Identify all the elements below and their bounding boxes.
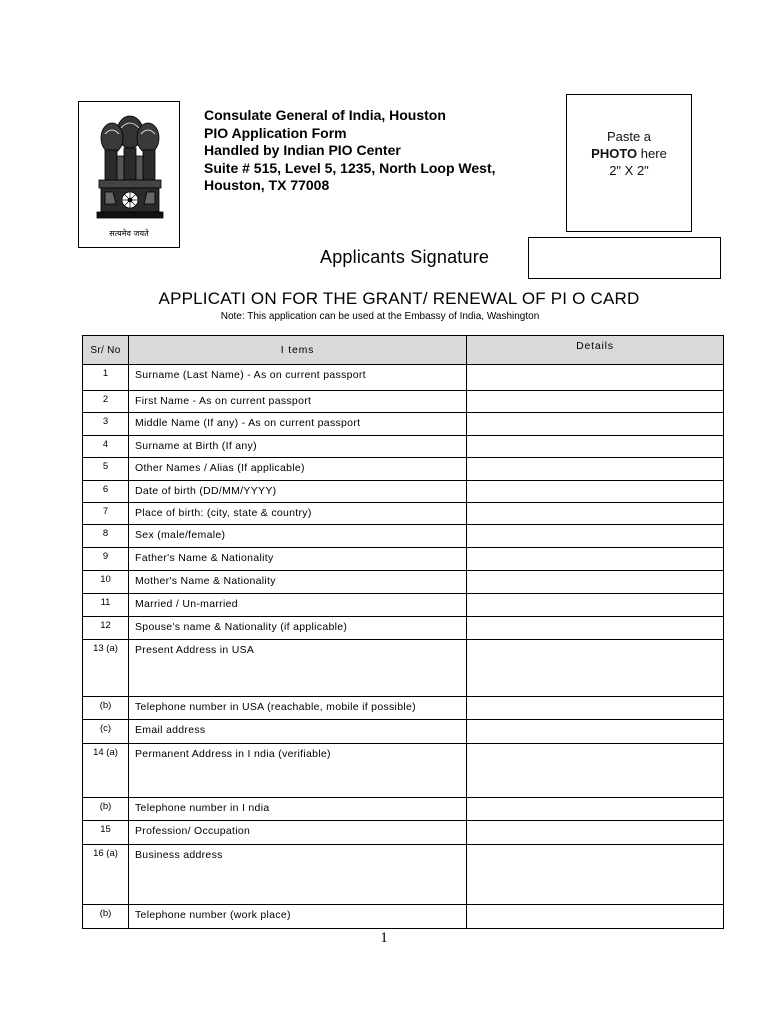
row-details-field[interactable] [467, 798, 724, 821]
table-row [83, 697, 724, 720]
page-number: 1 [380, 930, 388, 946]
signature-label: Applicants Signature [320, 247, 490, 267]
form-note: Note: This application can be used at the Embassy of India, Washington [220, 311, 540, 322]
row-details-field[interactable] [467, 845, 724, 905]
table-row [83, 413, 724, 436]
row-details-field[interactable] [467, 617, 724, 640]
row-item-label: Business address [129, 845, 467, 905]
table-row [83, 744, 724, 798]
table-row [83, 571, 724, 594]
row-item-label: Present Address in USA [129, 640, 467, 697]
row-number: 9 [83, 548, 129, 571]
row-details-field[interactable] [467, 594, 724, 617]
photo-box-line2 [567, 145, 691, 162]
row-item-label: Sex (male/female) [129, 525, 467, 548]
row-number: 4 [83, 436, 129, 458]
column-header-no: Sr/ No [83, 336, 129, 365]
row-item-label: Telephone number (work place) [129, 905, 467, 929]
row-item-label: Telephone number in USA (reachable, mobile if possible) [129, 697, 467, 720]
row-item-label: Date of birth (DD/MM/YYYY) [129, 481, 467, 503]
row-details-field[interactable] [467, 821, 724, 845]
table-row [83, 481, 724, 503]
table-row [83, 845, 724, 905]
header-line: PIO Application Form [204, 124, 347, 141]
national-emblem [78, 101, 180, 248]
row-item-label: Telephone number in I ndia [129, 798, 467, 821]
row-details-field[interactable] [467, 458, 724, 481]
photo-box-line1: Paste a [606, 129, 652, 144]
photo-box-rest: here [637, 146, 667, 161]
signature-box[interactable] [528, 237, 721, 279]
row-details-field[interactable] [467, 365, 724, 391]
row-details-field[interactable] [467, 525, 724, 548]
table-row [83, 640, 724, 697]
table-row [83, 391, 724, 413]
row-number: (b) [83, 697, 129, 720]
table-row [83, 548, 724, 571]
lion-capital-emblem-icon [91, 108, 169, 226]
row-item-label: Married / Un-married [129, 594, 467, 617]
row-number: 6 [83, 481, 129, 503]
row-item-label: Other Names / Alias (If applicable) [129, 458, 467, 481]
row-number: 2 [83, 391, 129, 413]
row-details-field[interactable] [467, 571, 724, 594]
row-item-label: Surname at Birth (If any) [129, 436, 467, 458]
row-item-label: First Name - As on current passport [129, 391, 467, 413]
column-header-details: Details [467, 336, 724, 365]
application-table [82, 335, 724, 929]
row-item-label: Place of birth: (city, state & country) [129, 503, 467, 525]
header-line: Houston, TX 77008 [204, 177, 330, 194]
row-item-label: Father's Name & Nationality [129, 548, 467, 571]
row-number: 13 (a) [83, 640, 129, 697]
photo-box-size: 2" X 2" [609, 163, 649, 178]
row-item-label: Surname (Last Name) - As on current passport [129, 365, 467, 391]
row-number: 15 [83, 821, 129, 845]
row-details-field[interactable] [467, 391, 724, 413]
column-header-items: I tems [129, 336, 467, 365]
form-title: APPLICATI ON FOR THE GRANT/ RENEWAL OF PI O CARD [158, 289, 640, 308]
row-number: 12 [83, 617, 129, 640]
row-details-field[interactable] [467, 744, 724, 798]
row-number: 14 (a) [83, 744, 129, 798]
table-row [83, 525, 724, 548]
row-number: (b) [83, 798, 129, 821]
photo-box-bold: PHOTO [591, 146, 638, 161]
row-number: (b) [83, 905, 129, 929]
row-details-field[interactable] [467, 720, 724, 744]
row-item-label: Email address [129, 720, 467, 744]
row-details-field[interactable] [467, 697, 724, 720]
row-details-field[interactable] [467, 548, 724, 571]
table-row [83, 458, 724, 481]
row-number: 3 [83, 413, 129, 436]
table-row [83, 503, 724, 525]
row-number: 16 (a) [83, 845, 129, 905]
row-item-label: Mother's Name & Nationality [129, 571, 467, 594]
row-number: 1 [83, 365, 129, 391]
row-details-field[interactable] [467, 905, 724, 929]
row-item-label: Middle Name (If any) - As on current passport [129, 413, 467, 436]
consulate-header [204, 107, 496, 195]
photo-box[interactable] [566, 94, 692, 232]
row-number: 11 [83, 594, 129, 617]
header-line: Consulate General of India, Houston [204, 107, 446, 123]
table-row [83, 798, 724, 821]
row-item-label: Permanent Address in I ndia (verifiable) [129, 744, 467, 798]
table-row [83, 821, 724, 845]
row-number: (c) [83, 720, 129, 744]
row-number: 7 [83, 503, 129, 525]
header-line: Suite # 515, Level 5, 1235, North Loop West, [204, 159, 496, 176]
row-details-field[interactable] [467, 413, 724, 436]
row-item-label: Spouse's name & Nationality (if applicable) [129, 617, 467, 640]
row-number: 8 [83, 525, 129, 548]
row-details-field[interactable] [467, 503, 724, 525]
emblem-motto: सत्यमेव जयते [109, 229, 149, 238]
row-details-field[interactable] [467, 481, 724, 503]
row-details-field[interactable] [467, 640, 724, 697]
header-line: Handled by Indian PIO Center [204, 142, 401, 159]
row-item-label: Profession/ Occupation [129, 821, 467, 845]
table-row [83, 617, 724, 640]
table-row [83, 594, 724, 617]
row-details-field[interactable] [467, 436, 724, 458]
table-row [83, 905, 724, 929]
table-row [83, 720, 724, 744]
table-row [83, 436, 724, 458]
table-header-row [83, 336, 724, 365]
row-number: 5 [83, 458, 129, 481]
row-number: 10 [83, 571, 129, 594]
table-row [83, 365, 724, 391]
